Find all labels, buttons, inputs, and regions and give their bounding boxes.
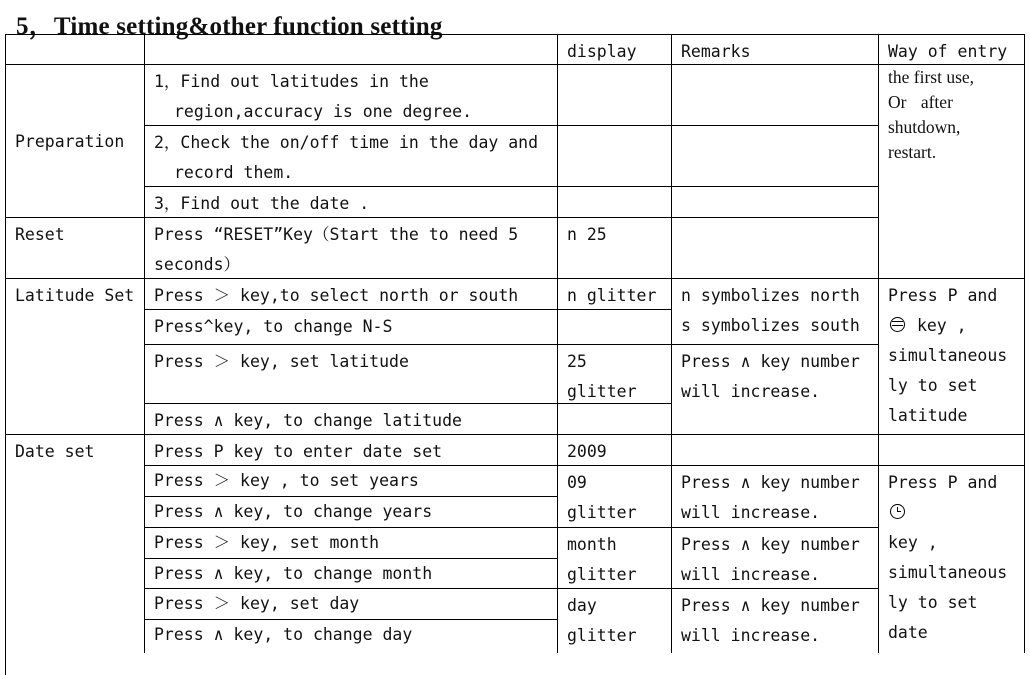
clock-key-icon — [890, 504, 905, 519]
latitude-remark-hemisphere — [672, 279, 879, 345]
entry-line: simultaneous — [888, 563, 1008, 582]
display-line: glitter — [567, 382, 637, 401]
preparation-step-3: 3，Find out the date . — [145, 187, 558, 218]
remark-line: will increase. — [681, 503, 821, 522]
entry-line: ly to set date — [888, 593, 978, 642]
date-op-month — [145, 528, 558, 589]
date-entry-blank — [879, 435, 1025, 466]
remark-line: Press ∧ key number — [681, 596, 860, 615]
section-title: 5，Time setting&other function setting — [16, 13, 443, 40]
date-op-day — [145, 589, 558, 653]
entry-line: key , — [888, 533, 938, 552]
entry-line: simultaneous — [888, 346, 1008, 365]
header-blank-1 — [6, 35, 145, 65]
entry-line: Press P and — [888, 286, 998, 305]
date-display-day — [558, 589, 672, 653]
date-op-enter: Press P key to enter date set — [145, 435, 558, 466]
op-line: Press ∧ key, to change month — [154, 564, 433, 583]
latitude-key-icon — [890, 317, 905, 332]
preparation-display-1 — [558, 65, 672, 126]
display-line: month — [567, 535, 617, 554]
entry-line-text: Press P and — [888, 473, 998, 492]
entry-line: latitude — [888, 406, 968, 425]
display-line: glitter — [567, 503, 637, 522]
entry-line: restart. — [888, 142, 937, 162]
row-label-preparation: Preparation — [6, 65, 145, 218]
preparation-step-1: 1，Find out latitudes in the region,accuracy is one degree. — [145, 65, 558, 126]
entry-line-text: key , — [916, 316, 967, 335]
remark-line: will increase. — [681, 626, 821, 645]
preparation-way-of-entry — [879, 65, 1025, 279]
op-line: Press ∧ key, to change day — [154, 625, 413, 644]
header-remarks: Remarks — [672, 35, 879, 65]
row-label-date-set: Date set — [6, 435, 145, 653]
display-line: 25 — [567, 352, 587, 371]
preparation-display-2 — [558, 126, 672, 187]
display-line: glitter — [567, 626, 637, 645]
remark-line: Press ∧ key number — [681, 473, 860, 492]
remark-line: n symbolizes north — [681, 286, 860, 305]
remark-line: will increase. — [681, 382, 821, 401]
op-line: Press ∧ key, to change years — [154, 502, 433, 521]
display-line: glitter — [567, 565, 637, 584]
date-display-year-full: 2009 — [558, 435, 672, 466]
preparation-remark-1 — [672, 65, 879, 126]
date-remark-month — [672, 528, 879, 589]
date-op-years — [145, 466, 558, 528]
latitude-display-value — [558, 345, 672, 404]
reset-remark — [672, 218, 879, 279]
remark-line: Press ∧ key number — [681, 352, 860, 371]
latitude-display-change-ns — [558, 310, 672, 345]
preparation-remark-3 — [672, 187, 879, 218]
entry-line — [888, 311, 1015, 341]
display-line: day — [567, 596, 597, 615]
entry-line: shutdown, — [888, 117, 961, 137]
entry-line: Or after — [888, 92, 953, 112]
date-remark-day — [672, 589, 879, 653]
latitude-display-change-latitude — [558, 404, 672, 435]
entry-line: the first use, — [888, 67, 975, 87]
remark-line: s symbolizes south — [681, 316, 860, 335]
date-way-of-entry — [879, 466, 1025, 653]
header-blank-2 — [145, 35, 558, 65]
row-label-reset: Reset — [6, 218, 145, 279]
preparation-step-2: 2，Check the on/off time in the day and record them. — [145, 126, 558, 187]
header-display: display — [558, 35, 672, 65]
latitude-op-set-latitude: Press ＞ key, set latitude — [145, 345, 558, 404]
header-way-of-entry: Way of entry — [879, 35, 1025, 65]
preparation-remark-2 — [672, 126, 879, 187]
remark-line: Press ∧ key number — [681, 535, 860, 554]
date-remark-years — [672, 466, 879, 528]
op-line: Press ＞ key, set month — [145, 528, 557, 559]
latitude-op-select-hemisphere: Press ＞ key,to select north or south — [145, 279, 558, 310]
function-setting-table — [5, 34, 1025, 675]
latitude-way-of-entry — [879, 279, 1025, 435]
date-remark-enter — [672, 435, 879, 466]
reset-display: n 25 — [558, 218, 672, 279]
latitude-op-change-latitude: Press ∧ key, to change latitude — [145, 404, 558, 435]
entry-line: ly to set — [888, 376, 978, 395]
op-line: Press ＞ key , to set years — [145, 466, 557, 497]
op-line: Press ＞ key, set day — [145, 589, 557, 620]
remark-line: will increase. — [681, 565, 821, 584]
latitude-op-change-ns: Press^key, to change N-S — [145, 310, 558, 345]
preparation-display-3 — [558, 187, 672, 218]
row-label-latitude-set: Latitude Set — [6, 279, 145, 435]
latitude-remark-increase — [672, 345, 879, 435]
latitude-display-hemisphere: n glitter — [558, 279, 672, 310]
date-display-years — [558, 466, 672, 528]
reset-operation: Press “RESET”Key（Start the to need 5 seconds） — [145, 218, 558, 279]
entry-line — [888, 468, 1015, 528]
display-line: 09 — [567, 473, 587, 492]
date-display-month — [558, 528, 672, 589]
